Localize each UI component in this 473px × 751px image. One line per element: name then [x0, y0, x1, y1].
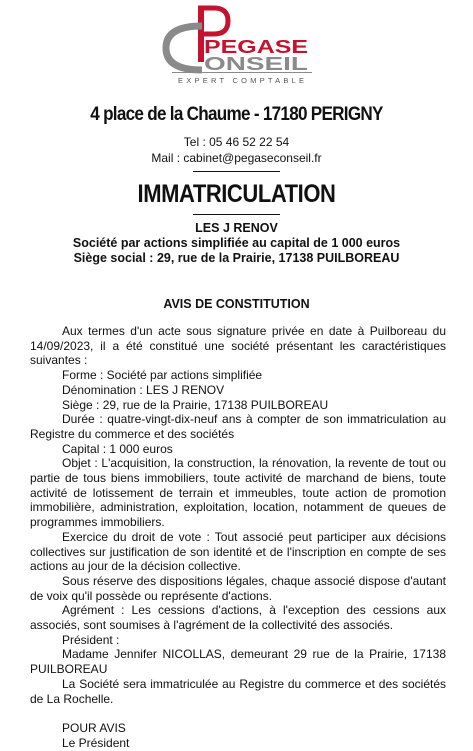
paragraph-form: Forme : Société par actions simplifiée — [62, 368, 263, 383]
paragraph-voting-rights: Exercice du droit de vote : Tout associé peut participer aux décisions collectives sur justification de son identité et de l'inscription en compte de ses actions au jour de la décision collective. — [30, 529, 446, 574]
paragraph-duration: Durée : quatre-vingt-dix-neuf ans à compter de son immatriculation au Registre du commerce et des sociétés — [30, 412, 446, 441]
firm-email: Mail : cabinet@pegaseconseil.fr — [151, 151, 322, 165]
company-name: LES J RENOV — [195, 221, 278, 235]
company-seat: Siège social : 29, rue de la Prairie, 17138 PUILBOREAU — [73, 251, 400, 265]
company-form-capital: Société par actions simplifiée au capital de 1 000 euros — [72, 236, 401, 250]
logo-wordmark-top: PEGASE — [204, 37, 308, 57]
notice-body — [30, 324, 446, 751]
closing-pour-avis: POUR AVIS — [62, 721, 126, 736]
paragraph-registration: La Société sera immatriculée au Registre du commerce et des sociétés de La Rochelle. — [30, 676, 446, 706]
paragraph-object: Objet : L'acquisition, la construction, la rénovation, la revente de tout ou partie de tous biens immobiliers, toute activité de marchand de biens, toute activité de lotissement de terrain et immeubles, toute action de promotion immobilière, administration, exploitation, location, notamment de queues de programmes immobiliers. — [30, 456, 446, 530]
title-top-divider — [193, 171, 280, 172]
paragraph-seat: Siège : 29, rue de la Prairie, 17138 PUILBOREAU — [62, 397, 329, 412]
paragraph-approval: Agrément : Les cessions d'actions, à l'exception des cessions aux associés, sont soumises à l'agrément de la collectivité des associés. — [30, 603, 446, 633]
logo-graphic — [158, 4, 318, 88]
logo-wordmark-bottom: ONSEIL — [204, 54, 308, 74]
title-bottom-divider — [193, 214, 280, 215]
paragraph-president-label: Président : — [62, 632, 120, 647]
paragraph-votes: Sous réserve des dispositions légales, chaque associé dispose d'autant de voix qu'il possède ou représente d'actions. — [30, 573, 446, 603]
paragraph-president-name: Madame Jennifer NICOLLAS, demeurant 29 rue de la Prairie, 17138 PUILBOREAU — [30, 647, 446, 677]
notice-title: IMMATRICULATION — [137, 180, 336, 208]
firm-address: 4 place de la Chaume - 17180 PERIGNY — [90, 104, 383, 125]
logo-tagline: EXPERT COMPTABLE — [178, 76, 304, 85]
firm-phone: Tel : 05 46 52 22 54 — [183, 135, 290, 149]
paragraph-capital: Capital : 1 000 euros — [62, 441, 173, 456]
paragraph-intro: Aux termes d'un acte sous signature privée en date à Puilboreau du 14/09/2023, il a été constitué une société présentant les caractéristiques suivantes : — [30, 324, 446, 368]
pegase-conseil-logo — [158, 4, 318, 88]
section-title: AVIS DE CONSTITUTION — [163, 297, 310, 311]
closing-signatory: Le Président — [62, 735, 130, 750]
paragraph-denomination: Dénomination : LES J RENOV — [62, 382, 225, 397]
